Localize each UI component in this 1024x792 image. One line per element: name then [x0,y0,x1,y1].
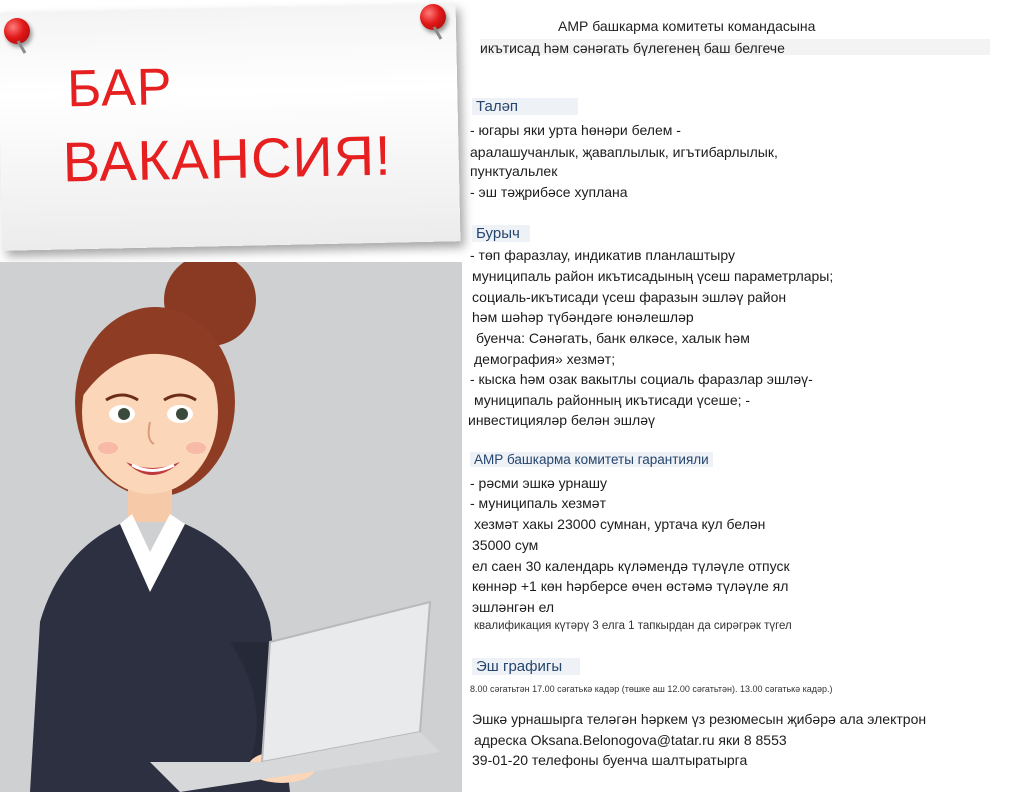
vacancy-details [470,0,1020,792]
requirements-item: - югары яки урта һөнәри белем - [470,122,681,138]
woman-with-laptop-image [0,262,462,792]
duties-item: инвестицияләр белән эшләү [468,412,655,428]
guarantees-item: эшләнгән ел [472,599,555,615]
contact-line: Эшкә урнашырга теләгән һәркем үз резюмесын җибәрә ала электрон [472,711,927,727]
pushpin-icon [420,4,446,30]
pushpin-icon [4,18,30,44]
guarantees-item: 35000 сум [472,537,539,553]
guarantees-item: - муниципаль хезмәт [470,495,607,511]
guarantees-item: көннәр +1 көн һәрберсе өчен өстәмә түләүле ял [472,578,789,594]
contact-line: адреска Oksana.Belonogova@tatar.ru яки 8 8553 [474,732,787,748]
guarantees-item: хезмәт хакы 23000 сумнан, уртача кул белән [474,516,766,532]
duties-item: муниципаль районның икътисади үсеше; - [474,392,751,408]
businesswoman-illustration [0,262,462,792]
duties-item: һәм шәһәр түбәндәге юнәлешләр [472,309,694,325]
schedule-text: 8.00 сәгатьтән 17.00 сәгатькә кадәр (төшке аш 12.00 сәгатьтән). 13.00 сәгатькә кадәр.) [470,684,833,694]
duties-item: буенча: Сәнәгать, банк өлкәсе, халык һәм [476,330,750,346]
note-title-line1: БАР [66,58,174,119]
header-line1: АМР башкарма комитеты командасына [558,18,816,34]
header-line2: икътисад һәм сәнәгать бүлегенең баш белгече [480,40,785,56]
contact-line: 39-01-20 телефоны буенча шалтыратырга [472,752,748,768]
duties-item: - төп фаразлау, индикатив планлаштыру [470,247,735,263]
guarantees-title: АМР башкарма комитеты гарантияли [470,452,713,467]
schedule-title: Эш графигы [472,658,580,675]
duties-item: муниципаль район икътисадының үсеш параметрлары; [472,268,834,284]
duties-title: Бурыч [472,225,530,242]
requirements-title: Таләп [472,98,578,115]
duties-item: - кыска һәм озак вакытлы социаль фаразлар эшләү- [470,371,813,387]
requirements-item: пунктуальлек [470,163,558,179]
requirements-item: аралашучанлык, җаваплылык, игътибарлылык, [470,144,778,160]
duties-item: демография» хезмәт; [474,351,616,367]
guarantees-item: ел саен 30 календарь күләмендә түләүле отпуск [472,558,790,574]
vacancy-note [0,3,460,251]
duties-item: социаль-икътисади үсеш фаразын эшләү район [472,289,787,305]
requirements-item: - эш тәҗрибәсе хуплана [470,184,628,200]
note-title-line2: ВАКАНСИЯ! [62,123,393,194]
guarantees-item: - рәсми эшкә урнашу [470,475,608,491]
guarantees-item: квалификация күтәрү 3 елга 1 тапкырдан да сирәгрәк түгел [474,620,792,632]
